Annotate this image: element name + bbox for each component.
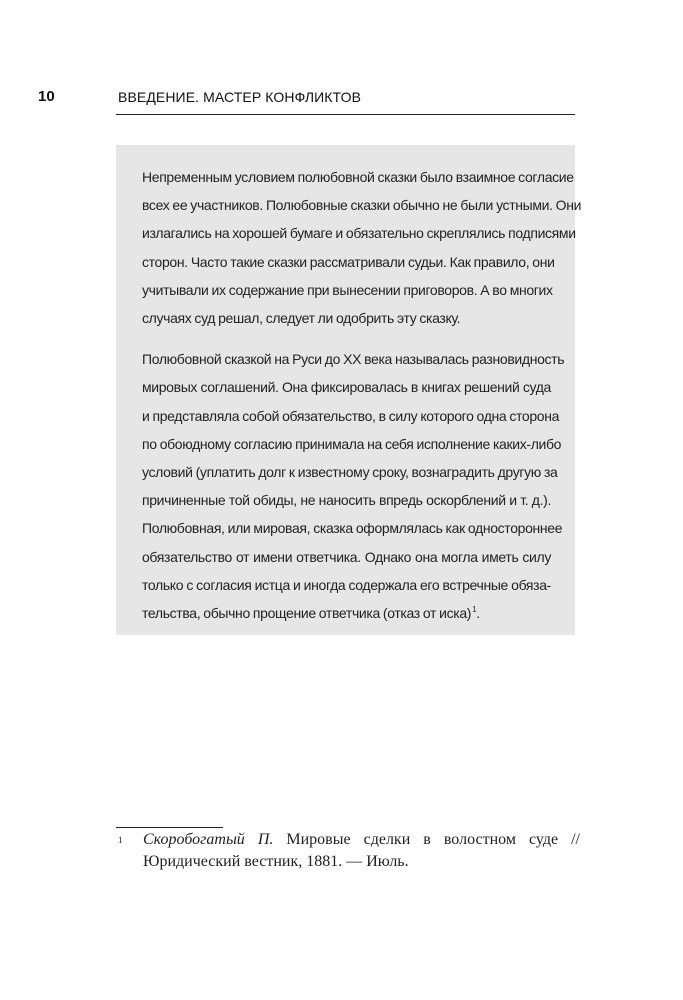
page-number: 10 (38, 88, 55, 105)
text-line: сторон. Часто такие сказки рассматривали судьи. Как правило, они (142, 253, 555, 270)
box-paragraph-2 (142, 345, 565, 627)
text-line: мировых соглашений. Она фиксировалась в книгах решений суда (142, 379, 551, 396)
text-line: условий (уплатить долг к известному сроку, вознаградить другую за (142, 464, 558, 481)
header-rule (116, 114, 575, 115)
text-line-content: тельства, обычно прощение ответчика (отказ от иска) (142, 605, 472, 622)
box-paragraph-1 (142, 163, 582, 332)
text-line: случаях суд решал, следует ли одобрить эту сказку. (142, 310, 461, 327)
end-punctuation: . (476, 605, 480, 622)
text-line-last (142, 599, 551, 627)
footnote-author: Скоробогатый П. (143, 831, 274, 848)
text-line: учитывали их содержание при вынесении приговоров. А во многих (142, 281, 553, 298)
text-line: Полюбовная, или мировая, сказка оформлялась как одностороннее (142, 520, 563, 537)
running-header (38, 88, 575, 112)
text-line: излагались на хорошей бумаге и обязательно скреплялись подписями (142, 225, 576, 242)
footnote-line-2: Юридический вестник, 1881. — Июль. (143, 853, 409, 870)
running-head-title: ВВЕДЕНИЕ. МАСТЕР КОНФЛИКТОВ (118, 89, 362, 105)
footnote-text (143, 829, 580, 873)
footnote (118, 829, 580, 873)
footnote-line-1 (143, 829, 580, 851)
text-line: по обоюдному согласию принимала на себя исполнение каких-либо (142, 435, 562, 452)
text-line: Непременным условием полюбовной сказки было взаимное согласие (142, 169, 574, 185)
text-line: только с согласия истца и иногда содержала его встречные обяза- (142, 576, 551, 593)
sidebar-box (116, 145, 582, 635)
text-line: всех ее участников. Полюбовные сказки обычно не были устными. Они (142, 197, 582, 214)
text-line: обязательство от имени ответчика. Однако она могла иметь силу (142, 548, 551, 565)
text-line: Полюбовной сказкой на Руси до XX века называлась разновидность (142, 351, 565, 368)
text-line: причиненные той обиды, не наносить впредь оскорблений и т. д.). (142, 492, 551, 509)
footnote-title: Мировые сделки в волостном суде // (273, 831, 580, 848)
footnote-reference[interactable]: 1 (472, 605, 477, 615)
footnote-rule (116, 827, 223, 828)
footnote-number: 1 (118, 835, 123, 845)
text-line: и представляла собой обязательство, в силу которого одна сторона (142, 407, 560, 424)
